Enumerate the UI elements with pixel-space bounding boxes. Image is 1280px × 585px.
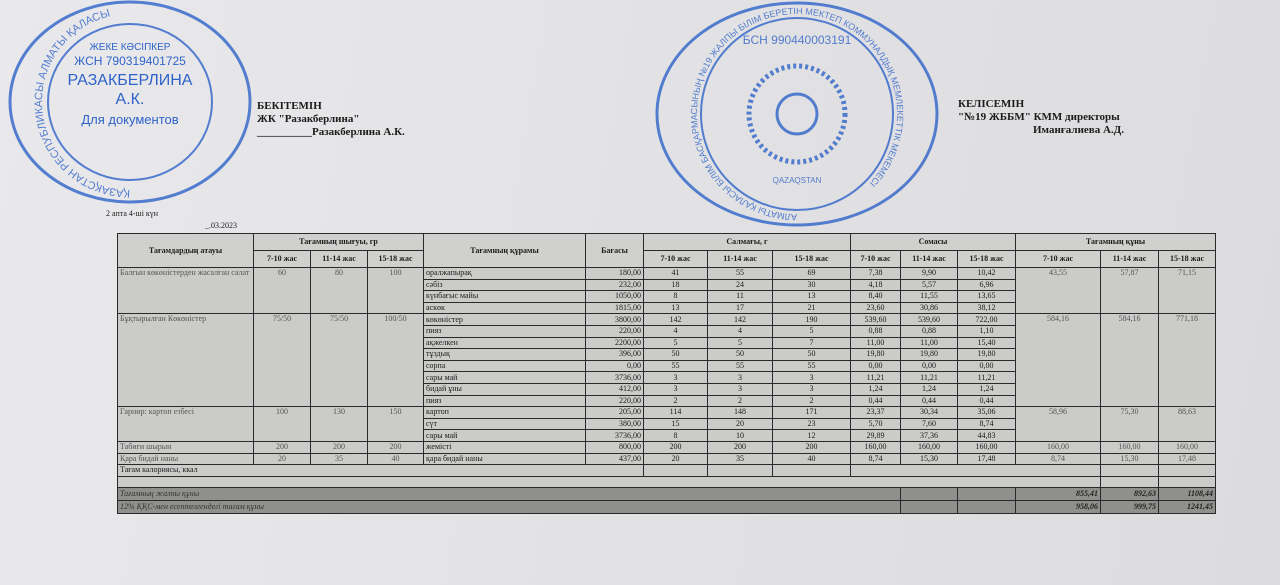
ingredient-amount: 10,42 [958, 268, 1016, 280]
ingredient-weight: 50 [773, 349, 851, 361]
dish-name: Табиғи шырын [118, 441, 254, 453]
ingredient-price: 3736,00 [586, 430, 644, 442]
ingredient-weight: 55 [708, 360, 773, 372]
ingredient-price: 205,00 [586, 407, 644, 419]
ingredient-weight: 3 [708, 372, 773, 384]
ingredient-name: сәбіз [424, 279, 586, 291]
ingredient-price: 412,00 [586, 383, 644, 395]
ingredient-weight: 55 [644, 360, 708, 372]
ingredient-price: 800,00 [586, 441, 644, 453]
ingredient-weight: 114 [644, 407, 708, 419]
approval-org: ЖК "Разакберлина" [257, 113, 360, 125]
empty-cell [958, 501, 1016, 514]
ingredient-amount: 1,24 [901, 383, 958, 395]
stamp-name: РАЗАКБЕРЛИНА А.К. [67, 72, 193, 108]
header-age: 11-14 жас [1101, 251, 1159, 268]
ingredient-weight: 190 [773, 314, 851, 326]
ingredient-price: 3736,00 [586, 372, 644, 384]
ingredient-price: 3800,00 [586, 314, 644, 326]
ingredient-weight: 4 [644, 325, 708, 337]
dish-cost: 43,55 [1016, 268, 1101, 314]
ingredient-price: 0,00 [586, 360, 644, 372]
ingredient-name: қара бидай наны [424, 453, 586, 465]
ingredient-amount: 30,86 [901, 302, 958, 314]
ingredient-weight: 5 [644, 337, 708, 349]
approval-title: КЕЛІСЕМІН [958, 98, 1025, 110]
table-row [118, 441, 1216, 453]
ingredient-weight: 2 [644, 395, 708, 407]
empty-cell [958, 488, 1016, 501]
dish-cost: 160,00 [1159, 441, 1216, 453]
ingredient-weight: 23 [773, 418, 851, 430]
ingredient-amount: 13,65 [958, 291, 1016, 303]
ingredient-amount: 17,48 [958, 453, 1016, 465]
dish-output: 20 [254, 453, 311, 465]
stamp-note: Для документов [81, 112, 179, 127]
dish-output: 200 [254, 441, 311, 453]
ingredient-name: сорпа [424, 360, 586, 372]
ingredient-amount: 23,60 [851, 302, 901, 314]
dish-cost: 71,15 [1159, 268, 1216, 314]
ingredient-name: оралжапырақ [424, 268, 586, 280]
approval-person: __________Разакберлина А.К. [257, 126, 405, 138]
ingredient-amount: 11,21 [851, 372, 901, 384]
ingredient-name: тұздық [424, 349, 586, 361]
ingredient-price: 2200,00 [586, 337, 644, 349]
header-age: 7-10 жас [1016, 251, 1101, 268]
dish-name: Қара бидай наны [118, 453, 254, 465]
ingredient-name: көкөністер [424, 314, 586, 326]
table-row [118, 268, 1216, 280]
ingredient-weight: 18 [644, 279, 708, 291]
ingredient-price: 437,00 [586, 453, 644, 465]
ingredient-weight: 69 [773, 268, 851, 280]
header-age: 11-14 жас [901, 251, 958, 268]
approval-block-left [257, 100, 405, 139]
header-price: Бағасы [586, 234, 644, 268]
dish-cost: 88,63 [1159, 407, 1216, 442]
ingredient-amount: 19,80 [958, 349, 1016, 361]
ingredient-weight: 200 [708, 441, 773, 453]
ingredient-amount: 1,24 [958, 383, 1016, 395]
ingredient-weight: 200 [644, 441, 708, 453]
ingredient-amount: 8,40 [851, 291, 901, 303]
header-age: 15-18 жас [958, 251, 1016, 268]
total-vat-row [118, 501, 1216, 514]
stamp-ring-text: ҚАЗАҚСТАН РЕСПУБЛИКАСЫ АЛМАТЫ ҚАЛАСЫ [32, 7, 131, 200]
ingredient-weight: 7 [773, 337, 851, 349]
ingredient-amount: 7,60 [901, 418, 958, 430]
empty-row [118, 476, 1216, 488]
dish-output: 100 [368, 268, 424, 314]
ingredient-amount: 0,88 [851, 325, 901, 337]
approval-block-right [958, 98, 1124, 137]
ingredient-weight: 12 [773, 430, 851, 442]
header-age: 15-18 жас [1159, 251, 1216, 268]
ingredient-name: күнбағыс майы [424, 291, 586, 303]
ingredient-weight: 24 [708, 279, 773, 291]
stamp-ring-text: АЛМАТЫ ҚАЛАСЫ БІЛІМ БАСҚАРМАСЫНЫҢ №19 ЖАЛПЫ БІЛІМ БЕРЕТІН МЕКТЕП КОММУНАЛДЫҚ МЕМЛЕКЕТТІК МЕКЕМЕСІ [689, 5, 906, 223]
ingredient-weight: 2 [708, 395, 773, 407]
dish-output: 60 [254, 268, 311, 314]
ingredient-weight: 55 [773, 360, 851, 372]
calories-cell [773, 465, 851, 477]
header-age: 7-10 жас [644, 251, 708, 268]
ingredient-name: бидай ұны [424, 383, 586, 395]
ingredient-amount: 11,21 [901, 372, 958, 384]
dish-cost: 8,74 [1016, 453, 1101, 465]
header-age: 7-10 жас [851, 251, 901, 268]
ingredient-amount: 35,06 [958, 407, 1016, 419]
document-date: _.03.2023 [205, 221, 237, 230]
dish-output: 100 [254, 407, 311, 442]
dish-cost: 584,16 [1016, 314, 1101, 407]
total-value: 855,41 [1016, 488, 1101, 501]
dish-output: 100/50 [368, 314, 424, 407]
empty-cell [901, 488, 958, 501]
dish-output: 200 [311, 441, 368, 453]
header-output: Тағамның шығуы, гр [254, 234, 424, 251]
ingredient-weight: 17 [708, 302, 773, 314]
stamp-id: ЖСН 790319401725 [74, 54, 186, 68]
ingredient-name: сары май [424, 372, 586, 384]
ingredient-weight: 13 [773, 291, 851, 303]
ingredient-weight: 15 [644, 418, 708, 430]
dish-cost: 17,48 [1159, 453, 1216, 465]
dish-output: 130 [311, 407, 368, 442]
header-dish-name: Тағамдардың атауы [118, 234, 254, 268]
ingredient-weight: 50 [644, 349, 708, 361]
ingredient-amount: 539,60 [851, 314, 901, 326]
emblem-text: QAZAQSTAN [772, 176, 822, 185]
ingredient-amount: 0,00 [851, 360, 901, 372]
ingredient-amount: 0,00 [958, 360, 1016, 372]
stamp-type: ЖЕКЕ КӘСІПКЕР [89, 42, 171, 53]
ingredient-weight: 11 [708, 291, 773, 303]
empty-cell [1101, 476, 1159, 488]
dish-name: Бұқтырылған Көкөністер [118, 314, 254, 407]
calories-label: Тағам калориясы, ккал [118, 465, 644, 477]
header-age: 11-14 жас [708, 251, 773, 268]
ingredient-price: 220,00 [586, 395, 644, 407]
dish-output: 75/50 [254, 314, 311, 407]
header-weight: Салмағы, г [644, 234, 851, 251]
dish-cost: 160,00 [1016, 441, 1101, 453]
ingredient-price: 380,00 [586, 418, 644, 430]
dish-output: 35 [311, 453, 368, 465]
table-row [118, 453, 1216, 465]
dish-cost: 57,87 [1101, 268, 1159, 314]
ingredient-amount: 8,74 [958, 418, 1016, 430]
ingredient-weight: 4 [708, 325, 773, 337]
ingredient-amount: 7,38 [851, 268, 901, 280]
total-vat-value: 958,06 [1016, 501, 1101, 514]
ingredient-amount: 38,12 [958, 302, 1016, 314]
calories-cell [851, 465, 1101, 477]
ingredient-price: 396,00 [586, 349, 644, 361]
total-row [118, 488, 1216, 501]
ingredient-weight: 3 [773, 383, 851, 395]
ingredient-amount: 19,80 [901, 349, 958, 361]
dish-output: 200 [368, 441, 424, 453]
dish-cost: 160,00 [1101, 441, 1159, 453]
calories-cell [644, 465, 708, 477]
stamp-id: БСН 990440003191 [742, 33, 852, 47]
ingredient-amount: 5,70 [851, 418, 901, 430]
ingredient-amount: 539,60 [901, 314, 958, 326]
dish-cost: 771,18 [1159, 314, 1216, 407]
ingredient-price: 220,00 [586, 325, 644, 337]
ingredient-amount: 722,00 [958, 314, 1016, 326]
ingredient-amount: 1,24 [851, 383, 901, 395]
ingredient-name: пияз [424, 325, 586, 337]
ingredient-weight: 21 [773, 302, 851, 314]
ingredient-weight: 171 [773, 407, 851, 419]
ingredient-name: картоп [424, 407, 586, 419]
dish-output: 150 [368, 407, 424, 442]
total-value: 1108,44 [1159, 488, 1216, 501]
dish-cost: 75,30 [1101, 407, 1159, 442]
header-age: 15-18 жас [773, 251, 851, 268]
ingredient-amount: 5,57 [901, 279, 958, 291]
ingredient-weight: 13 [644, 302, 708, 314]
ingredient-amount: 0,44 [901, 395, 958, 407]
ingredient-weight: 5 [773, 325, 851, 337]
ingredient-weight: 30 [773, 279, 851, 291]
header-age: 15-18 жас [368, 251, 424, 268]
ingredient-weight: 35 [708, 453, 773, 465]
calories-cell [708, 465, 773, 477]
ingredient-amount: 30,34 [901, 407, 958, 419]
ingredient-amount: 37,36 [901, 430, 958, 442]
ingredient-name: ақжелкен [424, 337, 586, 349]
table-row [118, 314, 1216, 326]
header-amount: Сомасы [851, 234, 1016, 251]
ingredient-price: 1050,00 [586, 291, 644, 303]
dish-output: 80 [311, 268, 368, 314]
ingredient-weight: 3 [708, 383, 773, 395]
ingredient-amount: 9,90 [901, 268, 958, 280]
ingredient-amount: 11,55 [901, 291, 958, 303]
header-age: 11-14 жас [311, 251, 368, 268]
ingredient-amount: 0,44 [958, 395, 1016, 407]
ingredient-weight: 50 [708, 349, 773, 361]
dish-name: Балғын көкөністерден жасалған салат [118, 268, 254, 314]
ingredient-amount: 15,40 [958, 337, 1016, 349]
approval-org: "№19 ЖББМ" КММ директоры [958, 111, 1120, 123]
dish-output: 40 [368, 453, 424, 465]
dish-cost: 584,16 [1101, 314, 1159, 407]
calories-row [118, 465, 1216, 477]
ingredient-name: аскөк [424, 302, 586, 314]
total-label: Тағамның жалпы құны [118, 488, 901, 501]
ingredient-amount: 6,96 [958, 279, 1016, 291]
table-row [118, 407, 1216, 419]
ingredient-weight: 55 [708, 268, 773, 280]
calories-cell [1159, 465, 1216, 477]
approval-person: Иманғалиева А.Д. [1033, 124, 1124, 136]
ingredient-amount: 23,37 [851, 407, 901, 419]
ingredient-weight: 20 [644, 453, 708, 465]
empty-cell [118, 476, 1101, 488]
ingredient-weight: 8 [644, 291, 708, 303]
ingredient-amount: 0,00 [901, 360, 958, 372]
ingredient-weight: 5 [708, 337, 773, 349]
empty-cell [901, 501, 958, 514]
ingredient-weight: 3 [644, 383, 708, 395]
ingredient-weight: 142 [644, 314, 708, 326]
ingredient-amount: 160,00 [958, 441, 1016, 453]
total-vat-value: 1241,45 [1159, 501, 1216, 514]
ingredient-name: сүт [424, 418, 586, 430]
ingredient-amount: 1,10 [958, 325, 1016, 337]
approval-title: БЕКІТЕМІН [257, 100, 322, 112]
ingredient-weight: 142 [708, 314, 773, 326]
dish-name: Гарнир: картоп езбесі [118, 407, 254, 442]
dish-cost: 58,96 [1016, 407, 1101, 442]
menu-table [117, 233, 1216, 514]
ingredient-amount: 8,74 [851, 453, 901, 465]
ingredient-weight: 3 [773, 372, 851, 384]
ingredient-price: 232,00 [586, 279, 644, 291]
ingredient-amount: 19,80 [851, 349, 901, 361]
ingredient-amount: 11,00 [851, 337, 901, 349]
header-composition: Тағамның құрамы [424, 234, 586, 268]
ingredient-price: 1815,00 [586, 302, 644, 314]
ingredient-weight: 20 [708, 418, 773, 430]
ingredient-weight: 148 [708, 407, 773, 419]
ingredient-weight: 8 [644, 430, 708, 442]
ingredient-amount: 0,88 [901, 325, 958, 337]
ingredient-weight: 2 [773, 395, 851, 407]
ingredient-name: пияз [424, 395, 586, 407]
ingredient-name: жемісті [424, 441, 586, 453]
ingredient-amount: 44,83 [958, 430, 1016, 442]
ingredient-amount: 11,00 [901, 337, 958, 349]
ingredient-weight: 41 [644, 268, 708, 280]
ingredient-weight: 3 [644, 372, 708, 384]
ingredient-amount: 160,00 [851, 441, 901, 453]
ingredient-weight: 40 [773, 453, 851, 465]
total-vat-value: 999,75 [1101, 501, 1159, 514]
header-dish-cost: Тағамның құны [1016, 234, 1216, 251]
total-value: 892,63 [1101, 488, 1159, 501]
ingredient-amount: 15,30 [901, 453, 958, 465]
ingredient-amount: 11,21 [958, 372, 1016, 384]
calories-cell [1101, 465, 1159, 477]
ingredient-weight: 10 [708, 430, 773, 442]
ingredient-amount: 160,00 [901, 441, 958, 453]
ingredient-amount: 29,89 [851, 430, 901, 442]
header-age: 7-10 жас [254, 251, 311, 268]
ingredient-amount: 4,18 [851, 279, 901, 291]
ingredient-price: 180,00 [586, 268, 644, 280]
ingredient-amount: 0,44 [851, 395, 901, 407]
week-day: 2 апта 4-ші күн [106, 209, 159, 218]
dish-output: 75/50 [311, 314, 368, 407]
total-vat-label: 12% ҚҚС-мен есептелгендегі тағам құны [118, 501, 901, 514]
ingredient-weight: 200 [773, 441, 851, 453]
dish-cost: 15,30 [1101, 453, 1159, 465]
ingredient-name: сары май [424, 430, 586, 442]
empty-cell [1159, 476, 1216, 488]
